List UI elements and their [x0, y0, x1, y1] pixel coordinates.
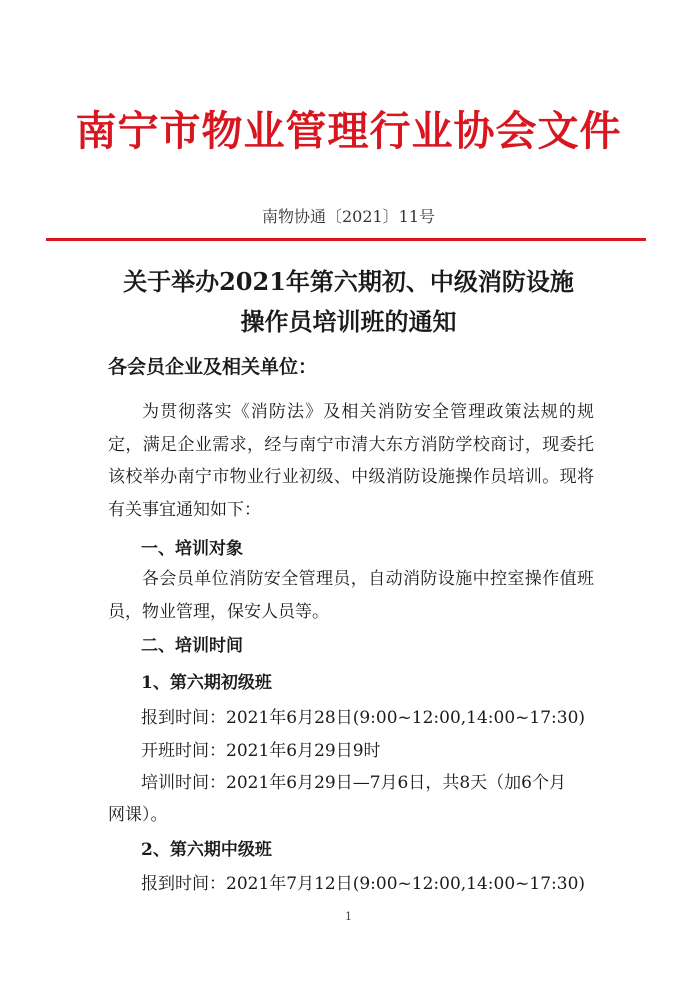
notice-title-line-2: 操作员培训班的通知	[240, 307, 457, 336]
class-1-training-time-cont: 网课）。	[108, 805, 168, 825]
salutation: 各会员企业及相关单位：	[108, 356, 318, 378]
section-1-text: 各会员单位消防安全管理员，自动消防设施中控室操作值班员，物业管理，保安人员等。	[108, 569, 594, 622]
intro-paragraph: 为贯彻落实《消防法》及相关消防安全管理政策法规的规定，满足企业需求，经与南宁市清大东方消防学校商讨，现委托该校举办南宁市物业行业初级、中级消防设施操作员培训。现将有关事宜通知如下：	[108, 402, 594, 520]
notice-title-line-1: 关于举办2021年第六期初、中级消防设施	[123, 267, 574, 296]
class-2-report-time: 报到时间：2021年7月12日(9:00~12:00,14:00~17:30)	[141, 874, 586, 894]
document-number: 南物协通〔2021〕11号	[261, 207, 436, 226]
class-2-heading: 2、第六期中级班	[141, 840, 272, 860]
org-header-title: 南宁市物业管理行业协会文件	[75, 107, 622, 155]
class-1-start-time: 开班时间：2021年6月29日9时	[141, 741, 381, 761]
class-1-training-time: 培训时间：2021年6月29日—7月6日，共8天（加6个月	[141, 773, 566, 793]
class-1-heading: 1、第六期初级班	[141, 673, 272, 693]
section-2-heading: 二、培训时间	[141, 636, 243, 656]
section-1-heading: 一、培训对象	[141, 539, 243, 559]
red-divider-line	[46, 238, 646, 241]
page-number: 1	[345, 910, 352, 923]
class-1-report-time: 报到时间：2021年6月28日(9:00~12:00,14:00~17:30)	[141, 708, 586, 728]
